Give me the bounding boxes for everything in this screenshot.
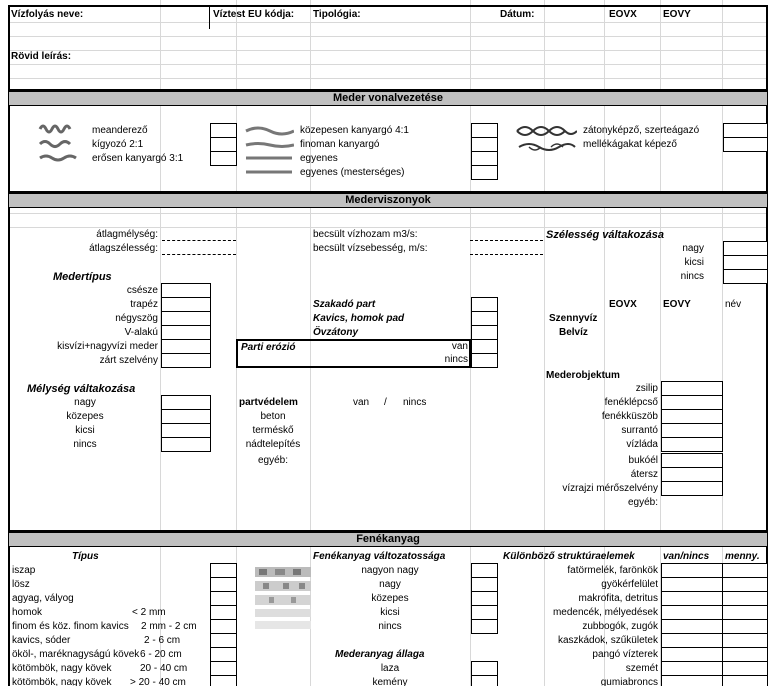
meder-mid-box-0[interactable] [471,123,498,138]
menny-box-3[interactable] [722,605,768,620]
type-0: csésze [126,285,158,296]
type-2: négyszög [115,313,158,324]
struct-opt-0: fatörmelék, farönkök [567,565,658,576]
bank-box-0[interactable] [471,297,498,312]
object-8: egyéb: [627,497,658,508]
type-box-5[interactable] [161,353,211,368]
object-box-0[interactable] [661,381,723,396]
object-box-3[interactable] [661,423,723,438]
ftype-box-1[interactable] [210,577,237,592]
struct-box-8[interactable] [661,675,723,686]
struct-box-5[interactable] [661,633,723,648]
protect-nincs: nincs [403,397,427,408]
allaga-box-0[interactable] [471,661,498,676]
depth-box-1[interactable] [161,409,211,424]
menny-box-6[interactable] [722,647,768,662]
depth-var-title: Mélység váltakozása [27,383,136,395]
menny-box-4[interactable] [722,619,768,634]
type-box-2[interactable] [161,311,211,326]
width-box-1[interactable] [723,255,768,270]
ftype-2: agyag, vályog [12,593,74,604]
bank-1: Kavics, homok pad [313,313,405,324]
struct-box-3[interactable] [661,605,723,620]
ftype-box-0[interactable] [210,563,237,578]
meder-left-box-1[interactable] [210,137,237,152]
menny-box-7[interactable] [722,661,768,676]
allaga-opt-0: laza [380,663,400,674]
viszony-eovy: EOVY [663,299,691,310]
object-5: bukóél [628,455,658,466]
protect-opt-2: nádtelepítés [245,439,301,450]
bank-2: Övzátony [313,327,359,338]
variety-opt-4: nincs [378,621,402,632]
ftype-box-4[interactable] [210,619,237,634]
menny-box-1[interactable] [722,577,768,592]
short-desc-label: Rövid leírás: [11,51,72,62]
object-box-5[interactable] [661,453,723,468]
fsize-8: > 20 - 40 cm [130,677,186,686]
type-box-0[interactable] [161,283,211,298]
protect-slash: / [384,397,387,408]
width-var-title: Szélesség váltakozása [546,229,665,241]
depth-opt-2: kicsi [75,425,95,436]
struct-box-4[interactable] [661,619,723,634]
depth-opt-0: nagy [74,397,96,408]
medertipus-title: Medertípus [53,271,112,283]
bank-box-1[interactable] [471,311,498,326]
variety-title: Fenékanyag változatossága [313,551,446,562]
meder-mid-2: egyenes [300,153,338,164]
struct-box-6[interactable] [661,647,723,662]
header-divider [209,7,210,29]
meder-mid-1: finoman kanyargó [300,139,380,150]
curve-icons [244,123,294,179]
object-3: surrantó [621,425,658,436]
struct-title: Különböző struktúraelemek [503,551,635,562]
ftype-5: kavics, sóder [12,635,71,646]
erosion-opt-0: van [451,341,468,352]
meder-left-box-0[interactable] [210,123,237,138]
depth-box-2[interactable] [161,423,211,438]
ftype-box-3[interactable] [210,605,237,620]
object-box-2[interactable] [661,409,723,424]
object-box-6[interactable] [661,467,723,482]
struct-opt-5: kaszkádok, szűkületek [557,635,658,646]
variety-box-4[interactable] [471,619,498,634]
struct-box-2[interactable] [661,591,723,606]
avg-width-label: átlagszélesség: [89,243,158,254]
viszony-nev: név [725,299,742,310]
menny-box-8[interactable] [722,675,768,686]
meder-mid-0: közepesen kanyargó 4:1 [300,125,409,136]
protect-opt-3: egyéb: [257,455,289,466]
meder-left-2: erősen kanyargó 3:1 [92,153,184,164]
ftype-4: finom és köz. finom kavics [12,621,129,632]
allaga-title: Mederanyag állaga [335,649,425,660]
avg-depth-label: átlagmélység: [96,229,158,240]
ftype-6: ököl-, maréknagyságú kövek [12,649,140,660]
allaga-box-1[interactable] [471,675,498,686]
variety-opt-3: kicsi [380,607,400,618]
width-opt-1: kicsi [684,257,704,268]
object-4: vízláda [626,439,658,450]
velocity-label: becsült vízsebesség, m/s: [313,243,428,254]
meder-right-box-0[interactable] [723,123,768,138]
depth-opt-3: nincs [73,439,97,450]
date-label: Dátum: [500,9,535,20]
struct-menny: menny. [725,551,760,562]
erosion-opt-1: nincs [444,354,468,365]
avg-width-field[interactable] [162,254,236,255]
object-0: zsilip [635,383,658,394]
variety-box-2[interactable] [471,591,498,606]
width-box-0[interactable] [723,241,768,256]
struct-vannincs: van/nincs [663,551,710,562]
width-box-2[interactable] [723,269,768,284]
meder-mid-3: egyenes (mesterséges) [300,167,405,178]
bank-box-2[interactable] [471,325,498,340]
ftype-1: lösz [12,579,30,590]
object-box-1[interactable] [661,395,723,410]
variety-box-1[interactable] [471,577,498,592]
meder-left-0: meanderező [92,125,148,136]
allaga-opt-1: kemény [372,677,408,686]
avg-depth-field[interactable] [162,240,236,241]
object-7: vízrajzi mérőszelvény [562,483,658,494]
meder-band: Meder vonalvezetése [9,90,767,106]
depth-box-3[interactable] [161,437,211,452]
object-6: átersz [630,469,658,480]
meder-mid-box-1[interactable] [471,137,498,152]
menny-box-2[interactable] [722,591,768,606]
variety-box-3[interactable] [471,605,498,620]
eovx-label: EOVX [609,9,637,20]
protect-van: van [353,397,370,408]
meder-mid-box-3[interactable] [471,165,498,180]
ftype-box-5[interactable] [210,633,237,648]
variety-box-0[interactable] [471,563,498,578]
header-frame [8,5,768,91]
ftype-7: kötömbök, nagy kövek [12,663,112,674]
fenek-tipus-title: Típus [72,551,99,562]
struct-opt-2: makrofita, detritus [578,593,658,604]
variety-opt-1: nagy [379,579,401,590]
ftype-8: kötömbök, nagy kövek [12,677,112,686]
viszony-band: Mederviszonyok [9,192,767,208]
meder-right-1: mellékágakat képező [583,139,677,150]
braided-icons [515,123,577,155]
inlet-label: Belvíz [559,327,588,338]
erosion-box-1[interactable] [471,353,498,368]
type-3: V-alakú [124,327,158,338]
type-box-1[interactable] [161,297,211,312]
objektum-title: Mederobjektum [546,370,620,381]
eu-code-label: Víztest EU kódja: [213,9,295,20]
meander-icons [38,123,82,165]
struct-box-0[interactable] [661,563,723,578]
viszony-eovx: EOVX [609,299,637,310]
water-name-label: Vízfolyás neve: [11,9,84,20]
type-4: kisvízi+nagyvízi meder [57,341,158,352]
menny-box-0[interactable] [722,563,768,578]
sewage-label: Szennyvíz [549,313,598,324]
variety-opt-0: nagyon nagy [361,565,419,576]
object-box-7[interactable] [661,481,723,496]
struct-opt-6: pangó vízterek [592,649,658,660]
meder-mid-box-2[interactable] [471,151,498,166]
object-box-4[interactable] [661,437,723,452]
flow-label: becsült vízhozam m3/s: [313,229,418,240]
struct-opt-3: medencék, mélyedések [552,607,658,618]
ftype-box-2[interactable] [210,591,237,606]
type-box-3[interactable] [161,325,211,340]
depth-box-0[interactable] [161,395,211,410]
variety-opt-2: közepes [371,593,409,604]
fsize-6: 6 - 20 cm [140,649,182,660]
fsize-4: 2 mm - 2 cm [141,621,197,632]
ftype-box-8[interactable] [210,675,237,686]
struct-opt-7: szemét [625,663,658,674]
object-2: fenékküszöb [601,411,658,422]
flow-field[interactable] [470,240,543,241]
menny-box-5[interactable] [722,633,768,648]
struct-box-1[interactable] [661,577,723,592]
protect-opt-1: terméskő [252,425,294,436]
fsize-7: 20 - 40 cm [140,663,188,674]
meder-right-box-1[interactable] [723,137,768,152]
erosion-label: Parti erózió [241,342,296,353]
depth-opt-1: közepes [66,411,104,422]
fsize-5: 2 - 6 cm [144,635,181,646]
protect-label: partvédelem [239,397,298,408]
ftype-box-6[interactable] [210,647,237,662]
ftype-3: homok [12,607,43,618]
type-1: trapéz [130,299,158,310]
typology-label: Tipológia: [313,9,361,20]
substrate-pattern-icons [255,567,311,631]
bank-0: Szakadó part [313,299,376,310]
struct-box-7[interactable] [661,661,723,676]
struct-opt-4: zubbogók, zugók [582,621,658,632]
type-5: zárt szelvény [99,355,158,366]
meder-left-box-2[interactable] [210,151,237,166]
width-opt-0: nagy [682,243,704,254]
ftype-0: iszap [12,565,36,576]
eovy-label: EOVY [663,9,691,20]
ftype-box-7[interactable] [210,661,237,676]
fsize-3: < 2 mm [132,607,166,618]
velocity-field[interactable] [470,254,543,255]
object-1: fenéklépcső [604,397,658,408]
erosion-box-0[interactable] [471,339,498,354]
struct-opt-1: gyökérfelület [601,579,658,590]
struct-opt-8: gumiabroncs [600,677,658,686]
protect-opt-0: beton [260,411,286,422]
type-box-4[interactable] [161,339,211,354]
width-opt-2: nincs [680,271,704,282]
fenek-band: Fenékanyag [9,531,767,547]
meder-left-1: kígyozó 2:1 [92,139,144,150]
meder-right-0: zátonyképző, szerteágazó [583,125,700,136]
